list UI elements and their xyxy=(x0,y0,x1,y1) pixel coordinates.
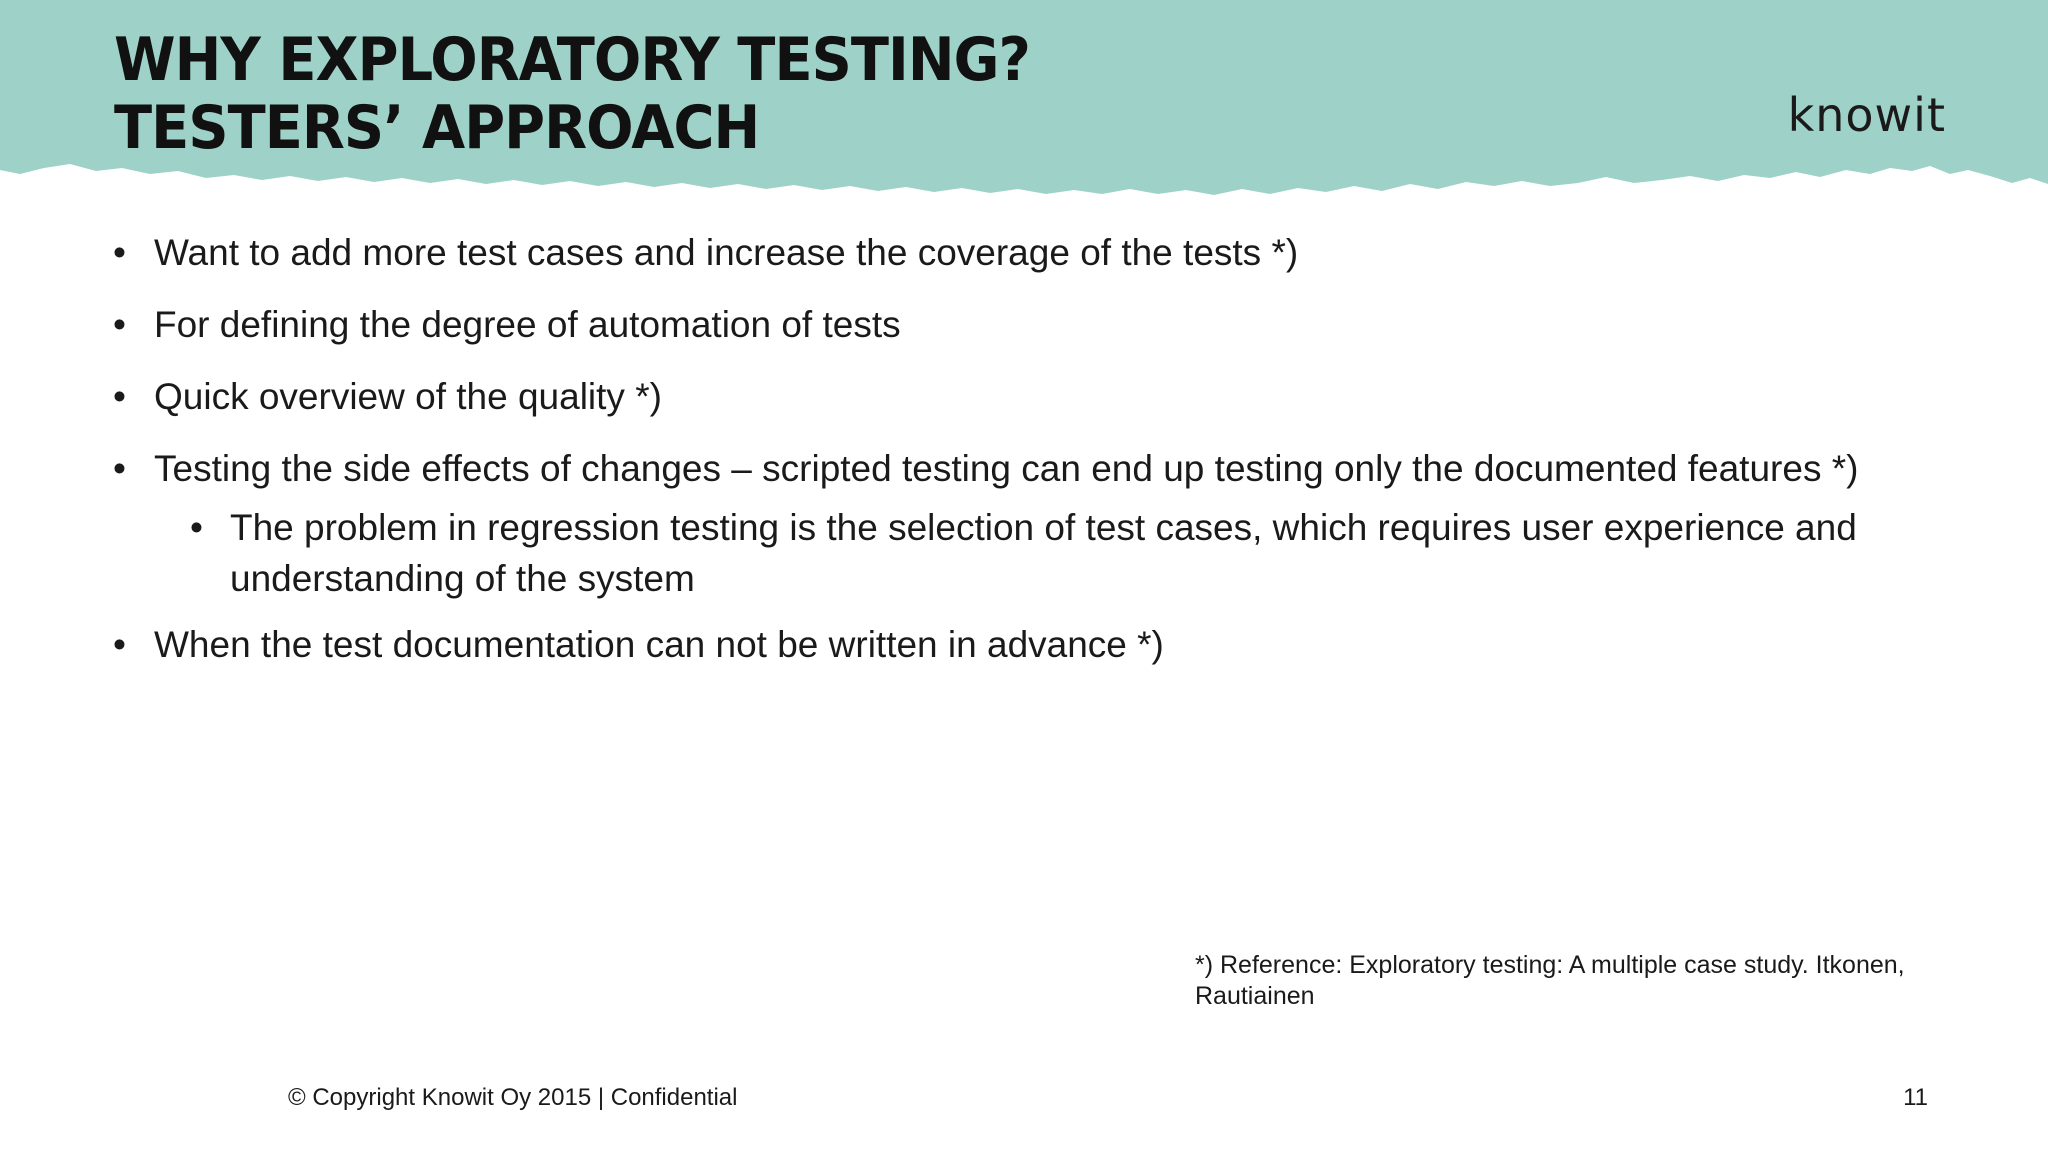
bullet-item xyxy=(113,620,1943,670)
knowit-logo: knowit xyxy=(1787,88,1946,142)
slide-title-line-1: WHY EXPLORATORY TESTING? xyxy=(114,25,1030,95)
bullet-item xyxy=(113,300,1943,350)
slide-title-line-2: TESTERS’ APPROACH xyxy=(114,93,760,163)
sub-bullet-list xyxy=(190,502,1943,604)
bullet-text: Want to add more test cases and increase the coverage of the tests *) xyxy=(154,232,1299,273)
bullet-text: When the test documentation can not be written in advance *) xyxy=(154,624,1164,665)
sub-bullet-item xyxy=(190,502,1943,604)
bullet-item xyxy=(113,372,1943,422)
bullet-list xyxy=(113,228,1943,692)
slide-title xyxy=(114,26,1030,162)
sub-bullet-text: The problem in regression testing is the selection of test cases, which requires user experience and understanding of the system xyxy=(230,507,1857,599)
bullet-item xyxy=(113,444,1943,604)
page-number: 11 xyxy=(1903,1084,1928,1111)
bullet-text: For defining the degree of automation of tests xyxy=(154,304,901,345)
reference-note: *) Reference: Exploratory testing: A multiple case study. Itkonen, Rautiainen xyxy=(1195,951,1905,1010)
footer-copyright: © Copyright Knowit Oy 2015 | Confidential xyxy=(288,1084,738,1111)
bullet-text: Testing the side effects of changes – scripted testing can end up testing only the documented features *) xyxy=(154,448,1859,489)
bullet-text: Quick overview of the quality *) xyxy=(154,376,662,417)
bullet-item xyxy=(113,228,1943,278)
